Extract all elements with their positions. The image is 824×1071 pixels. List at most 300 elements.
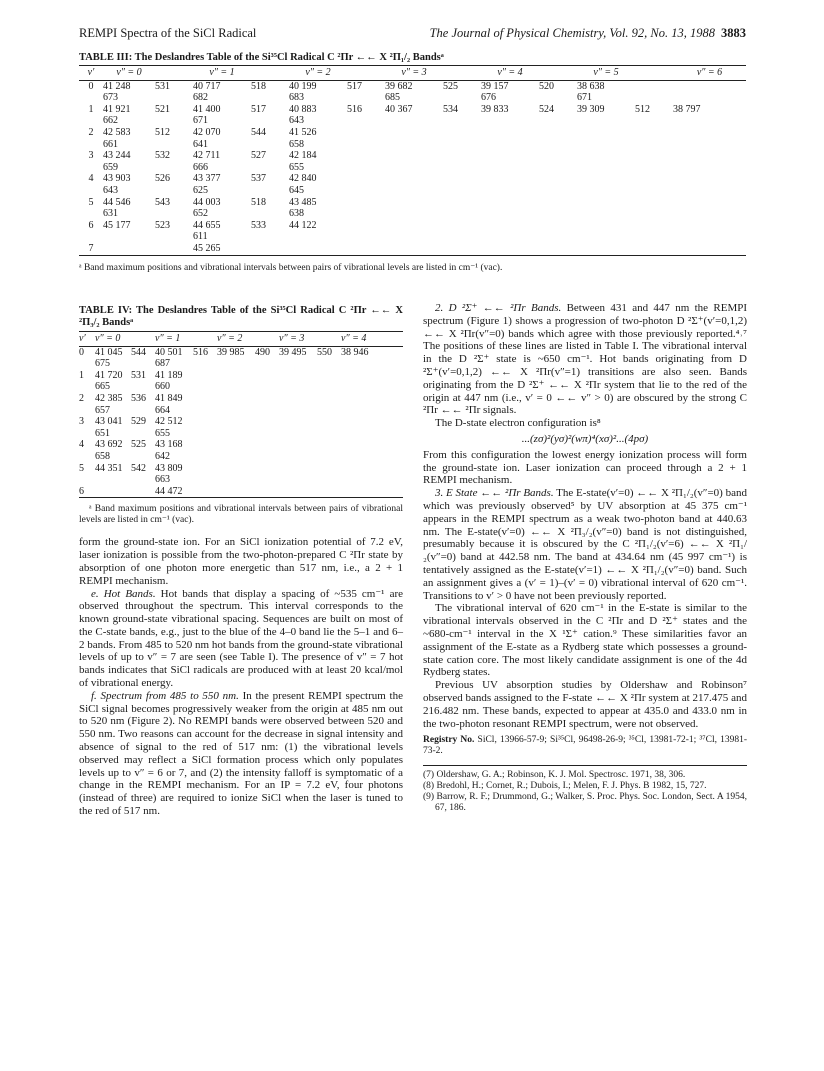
table3-cell: 40 199 bbox=[289, 80, 317, 92]
table3-cell bbox=[539, 197, 577, 209]
table4-cell: 43 809 bbox=[155, 462, 183, 474]
table4-cell bbox=[317, 439, 341, 451]
table4-cell bbox=[279, 381, 317, 393]
table3-cell bbox=[481, 231, 539, 243]
table3-cell bbox=[673, 127, 746, 139]
table3-header-cell: v″ = 0 bbox=[103, 66, 155, 81]
table3-cell bbox=[673, 185, 746, 197]
table3-cell bbox=[673, 220, 746, 232]
table3-cell: 517 bbox=[251, 103, 266, 115]
table3-cell bbox=[577, 208, 635, 220]
table3-cell bbox=[347, 197, 385, 209]
table3-cell bbox=[385, 139, 443, 151]
table3-cell: 532 bbox=[155, 150, 170, 162]
table4-cell: 43 692 bbox=[95, 439, 123, 451]
table4-footnote: ᵃ Band maximum positions and vibrational intervals between pairs of vibrational levels are listed in cm⁻¹ (vac). bbox=[79, 504, 403, 526]
table4-cell: 655 bbox=[155, 427, 170, 439]
table3-cell bbox=[481, 150, 539, 162]
table4-cell bbox=[341, 405, 403, 417]
table3-cell bbox=[155, 162, 193, 174]
table4-cell: 675 bbox=[95, 358, 110, 370]
table3-row bbox=[79, 139, 746, 151]
table3-cell: 43 485 bbox=[289, 196, 317, 208]
table4-cell bbox=[279, 463, 317, 475]
table4-header-cell: v″ = 2 bbox=[217, 332, 255, 347]
table3-cell bbox=[251, 92, 289, 104]
table4-cell: 1 bbox=[79, 369, 84, 381]
table4-cell: 544 bbox=[131, 346, 146, 358]
table3-cell bbox=[251, 243, 289, 255]
table3-cell: 638 bbox=[289, 208, 304, 220]
table3-cell: 42 070 bbox=[193, 126, 221, 138]
paragraph-d-state-after: From this configuration the lowest energy ionization process will form the ground-state ion. Laser ionization can proceed through a 2 + 1 REMPI mechanism. bbox=[423, 448, 747, 487]
table3-row bbox=[79, 231, 746, 243]
table3-cell: 43 903 bbox=[103, 173, 131, 185]
table3-header-cell bbox=[443, 66, 481, 81]
table3-cell bbox=[539, 231, 577, 243]
table4-cell: 43 168 bbox=[155, 439, 183, 451]
table3-row bbox=[79, 127, 746, 139]
table4-cell bbox=[131, 381, 155, 393]
table4-cell: 660 bbox=[155, 381, 170, 393]
table3-cell: 527 bbox=[251, 150, 266, 162]
table4-cell bbox=[341, 358, 403, 370]
table3-cell: 512 bbox=[155, 126, 170, 138]
table3-cell bbox=[577, 139, 635, 151]
table4-cell bbox=[279, 416, 317, 428]
table3-cell bbox=[79, 92, 103, 104]
table4 bbox=[79, 331, 403, 498]
table4-cell: 41 189 bbox=[155, 369, 183, 381]
table3-cell bbox=[481, 115, 539, 127]
table3-cell bbox=[251, 139, 289, 151]
table3-cell: 521 bbox=[155, 103, 170, 115]
table4-cell: 43 041 bbox=[95, 416, 123, 428]
table4-cell bbox=[341, 428, 403, 440]
table4-cell bbox=[255, 381, 279, 393]
table3-header-cell bbox=[635, 66, 673, 81]
table3-cell bbox=[443, 197, 481, 209]
table3-cell bbox=[539, 208, 577, 220]
table3 bbox=[79, 65, 746, 256]
table3-cell bbox=[103, 231, 155, 243]
table3-cell: 42 711 bbox=[193, 150, 221, 162]
table3-row bbox=[79, 162, 746, 174]
table3-cell bbox=[79, 139, 103, 151]
table3-cell bbox=[577, 115, 635, 127]
table4-cell bbox=[193, 393, 217, 405]
table3-cell bbox=[443, 185, 481, 197]
table3-cell: 42 583 bbox=[103, 126, 131, 138]
d-state-text: Between 431 and 447 nm the REMPI spectrum (Figure 1) shows a progression of two-photon D ²Σ⁺(v′=0,1,2) ←← X ²Πr(v″=0) bands which agree with those previously reported.⁴˒⁷ The positions of these lines are listed in Table I. The vibrational interval in the D ²Σ⁺ state is ~650 cm⁻¹. Hot bands originating from D ²Σ⁺(v′=0,1,2) ←← X ²Πr(v″=1) transitions are also seen. Bands originating from the D ²Σ⁺ ←← X ²Πr system that lie to the red of the origin at 447 nm (i.e., v′ = 0 ←← v″ > 0) are obscured by the strong C ²Πr ←← ²Πr signals. bbox=[423, 302, 748, 417]
table3-cell: 4 bbox=[88, 173, 94, 185]
table3-header-cell: v′ bbox=[79, 66, 103, 81]
table4-header-cell: v″ = 1 bbox=[155, 332, 193, 347]
table4-cell bbox=[317, 486, 341, 498]
registry-label: Registry No. bbox=[423, 735, 475, 746]
table3-cell bbox=[347, 115, 385, 127]
table3-cell bbox=[155, 92, 193, 104]
table3-cell bbox=[443, 220, 481, 232]
table3-cell: 682 bbox=[193, 92, 208, 104]
table3-cell: 661 bbox=[103, 138, 118, 150]
table4-cell bbox=[279, 451, 317, 463]
table4-header-cell bbox=[317, 332, 341, 347]
table4-cell bbox=[193, 486, 217, 498]
table3-cell: 44 122 bbox=[289, 219, 317, 231]
table3-header-cell: v″ = 4 bbox=[481, 66, 539, 81]
table3-cell bbox=[443, 150, 481, 162]
table4-cell bbox=[217, 451, 255, 463]
table3-cell bbox=[635, 80, 673, 92]
table3-cell bbox=[443, 139, 481, 151]
table4-row bbox=[79, 393, 403, 405]
table3-cell bbox=[385, 162, 443, 174]
table3-cell bbox=[443, 208, 481, 220]
table3-cell bbox=[443, 231, 481, 243]
table3-cell bbox=[155, 139, 193, 151]
table4-cell bbox=[279, 486, 317, 498]
table3-cell: 533 bbox=[251, 219, 266, 231]
table4-cell bbox=[193, 451, 217, 463]
table3-cell: 42 840 bbox=[289, 173, 317, 185]
table3-cell: 43 377 bbox=[193, 173, 221, 185]
table3-cell bbox=[577, 231, 635, 243]
table4-cell: 42 512 bbox=[155, 416, 183, 428]
registry-text: SiCl, 13966-57-9; Si³⁵Cl, 96498-26-9; ³⁵Cl, 13981-72-1; ³⁷Cl, 13981-73-2. bbox=[423, 735, 748, 757]
table3-cell bbox=[251, 231, 289, 243]
table3-cell bbox=[347, 139, 385, 151]
table4-header-cell bbox=[255, 332, 279, 347]
section-heading-hot-bands: e. Hot Bands. bbox=[91, 587, 156, 600]
table4-cell: 663 bbox=[155, 474, 170, 486]
table4-cell bbox=[217, 486, 255, 498]
table4-cell bbox=[193, 416, 217, 428]
table3-cell bbox=[347, 243, 385, 255]
table3-cell: 524 bbox=[539, 103, 554, 115]
table4-cell bbox=[341, 486, 403, 498]
table3-cell bbox=[673, 173, 746, 185]
table3-cell: 38 638 bbox=[577, 80, 605, 92]
table4-row bbox=[79, 381, 403, 393]
table4-cell: 41 849 bbox=[155, 392, 183, 404]
table4-cell bbox=[255, 451, 279, 463]
table4-cell bbox=[255, 486, 279, 498]
reference-item: (8) Bredohl, H.; Cornet, R.; Dubois, I.; Melen, F. J. Phys. B 1982, 15, 727. bbox=[423, 781, 707, 792]
table4-cell: 525 bbox=[131, 439, 146, 451]
table3-cell bbox=[79, 115, 103, 127]
table4-cell bbox=[217, 416, 255, 428]
table3-cell: 38 797 bbox=[673, 103, 701, 115]
table4-row bbox=[79, 358, 403, 370]
table3-cell: 44 655 bbox=[193, 219, 221, 231]
table4-cell bbox=[279, 439, 317, 451]
table4-cell bbox=[217, 474, 255, 486]
table4-cell: 38 946 bbox=[341, 346, 369, 358]
table3-cell bbox=[635, 139, 673, 151]
table4-cell bbox=[131, 358, 155, 370]
table3-cell: 1 bbox=[88, 103, 94, 115]
table4-cell bbox=[131, 428, 155, 440]
table4-cell bbox=[79, 381, 95, 393]
table3-cell: 5 bbox=[88, 196, 94, 208]
table3-cell bbox=[385, 208, 443, 220]
table4-cell bbox=[317, 358, 341, 370]
table3-cell bbox=[673, 208, 746, 220]
table3-cell bbox=[347, 231, 385, 243]
table3-cell bbox=[481, 220, 539, 232]
table3-cell: 45 265 bbox=[193, 243, 251, 255]
left-column bbox=[79, 305, 403, 818]
table4-cell bbox=[193, 381, 217, 393]
table3-header-cell: v″ = 3 bbox=[385, 66, 443, 81]
table3-cell: 643 bbox=[103, 184, 118, 196]
table3-cell: 520 bbox=[539, 80, 554, 92]
references bbox=[423, 765, 747, 814]
table4-cell: 39 985 bbox=[217, 346, 245, 358]
table3-cell bbox=[347, 173, 385, 185]
table4-header-cell: v″ = 4 bbox=[341, 332, 403, 347]
table3-cell bbox=[635, 231, 673, 243]
table3-header-cell bbox=[539, 66, 577, 81]
table3-cell: 543 bbox=[155, 196, 170, 208]
table3-cell bbox=[385, 231, 443, 243]
table3-cell bbox=[443, 162, 481, 174]
table3-cell bbox=[635, 185, 673, 197]
table4-cell: 658 bbox=[95, 450, 110, 462]
table3-row bbox=[79, 173, 746, 185]
paragraph-hot-bands bbox=[79, 588, 403, 690]
table4-cell bbox=[317, 463, 341, 475]
table3-cell: 42 184 bbox=[289, 150, 317, 162]
table4-cell bbox=[279, 370, 317, 382]
table3-cell bbox=[635, 115, 673, 127]
table3-cell bbox=[673, 197, 746, 209]
table3-cell: 40 717 bbox=[193, 80, 221, 92]
table4-cell: 44 472 bbox=[155, 486, 193, 498]
table3-cell bbox=[385, 127, 443, 139]
paragraph-e-state bbox=[423, 487, 747, 602]
table3-cell bbox=[347, 150, 385, 162]
table4-cell bbox=[255, 474, 279, 486]
table4-cell: 3 bbox=[79, 416, 84, 428]
table4-cell: 0 bbox=[79, 346, 84, 358]
table3-cell: 526 bbox=[155, 173, 170, 185]
table3-cell bbox=[577, 150, 635, 162]
table3-cell bbox=[577, 220, 635, 232]
table4-cell bbox=[193, 439, 217, 451]
table3-cell bbox=[539, 243, 577, 255]
table3-cell bbox=[481, 139, 539, 151]
table3-cell bbox=[79, 185, 103, 197]
table3-cell: 41 248 bbox=[103, 80, 131, 92]
table4-cell bbox=[279, 358, 317, 370]
table3-cell bbox=[251, 162, 289, 174]
table3-cell: 537 bbox=[251, 173, 266, 185]
table3-cell: 41 400 bbox=[193, 103, 221, 115]
table3-cell bbox=[481, 208, 539, 220]
table3-cell: 531 bbox=[155, 80, 170, 92]
table3-row bbox=[79, 92, 746, 104]
hot-bands-text: Hot bands that display a spacing of ~535 cm⁻¹ are observed throughout the spectrum. This interval corresponds to the known ground-state vibrational spacing. Sequences are built on most of the C-state bands, e.g., just to the blue of the 4–0 band lie the 5–1 and 6–2 bands. From 485 to 520 nm hot bands from the ground-state vibrational levels of up to v″ = 7 are seen (see Table I). The presence of v″ = 7 hot bands indicates that SiCl radicals are produced with at least 20 kcal/mol of vibrational energy. bbox=[79, 587, 403, 690]
table3-cell: 44 546 bbox=[103, 196, 131, 208]
table4-cell bbox=[193, 405, 217, 417]
table3-cell: 611 bbox=[193, 231, 208, 243]
table3-cell bbox=[385, 173, 443, 185]
table3-cell bbox=[481, 127, 539, 139]
table3-cell: 2 bbox=[88, 126, 94, 138]
paragraph-ionization: form the ground-state ion. For an SiCl ionization potential of 7.2 eV, laser ionization is possible from the two-photon-prepared C ²Πr state by absorption of one photon more energetic than 517 nm, i.e., a 2 + 1 REMPI mechanism. bbox=[79, 536, 403, 587]
table4-row bbox=[79, 428, 403, 440]
table3-cell: 512 bbox=[635, 103, 650, 115]
table4-row bbox=[79, 439, 403, 451]
table3-cell: 40 367 bbox=[385, 103, 413, 115]
table3-cell bbox=[539, 115, 577, 127]
table3-cell: 641 bbox=[193, 138, 208, 150]
paragraph-d-state bbox=[423, 302, 747, 417]
table3-cell: 7 bbox=[79, 243, 103, 255]
table3-cell bbox=[481, 243, 539, 255]
table4-cell bbox=[341, 381, 403, 393]
table4-cell bbox=[217, 358, 255, 370]
d-config-intro: The D-state electron configuration is⁸ bbox=[435, 417, 601, 430]
table4-row bbox=[79, 405, 403, 417]
table4-cell: 2 bbox=[79, 392, 84, 404]
table3-cell: 518 bbox=[251, 80, 266, 92]
table4-cell: 550 bbox=[317, 346, 332, 358]
table3-cell: 0 bbox=[88, 80, 94, 92]
table3-header-cell: v″ = 5 bbox=[577, 66, 635, 81]
table3-cell bbox=[289, 243, 347, 255]
table3-header-cell: v″ = 6 bbox=[673, 66, 746, 81]
table3-cell bbox=[635, 197, 673, 209]
table3-cell bbox=[635, 92, 673, 104]
table3-cell: 625 bbox=[193, 184, 208, 196]
table4-cell bbox=[193, 428, 217, 440]
table3-cell bbox=[673, 150, 746, 162]
table3-cell: 525 bbox=[443, 80, 458, 92]
table3-cell bbox=[539, 173, 577, 185]
table4-cell bbox=[255, 393, 279, 405]
table3-cell bbox=[385, 185, 443, 197]
table3-cell bbox=[443, 127, 481, 139]
table4-cell bbox=[217, 381, 255, 393]
table3-footnote: ᵃ Band maximum positions and vibrational intervals between pairs of vibrational levels are listed in cm⁻¹ (vac). bbox=[79, 263, 503, 273]
table3-row bbox=[79, 243, 746, 255]
table3-cell: 39 682 bbox=[385, 80, 413, 92]
table4-cell bbox=[217, 463, 255, 475]
table4-cell: 490 bbox=[255, 346, 270, 358]
table4-cell: 531 bbox=[131, 369, 146, 381]
table3-cell bbox=[155, 208, 193, 220]
table4-cell: 687 bbox=[155, 358, 170, 370]
table3-cell bbox=[539, 220, 577, 232]
table4-cell bbox=[279, 393, 317, 405]
table4-cell: 42 385 bbox=[95, 392, 123, 404]
table3-cell bbox=[673, 162, 746, 174]
table4-cell: 536 bbox=[131, 392, 146, 404]
table3-cell bbox=[635, 208, 673, 220]
table4-cell bbox=[131, 405, 155, 417]
spectrum-text: In the present REMPI spectrum the SiCl signal becomes progressively weaker from the origin at 485 nm out to 520 nm (Figure 2). No REMPI bands were observed between 520 and 550 nm. Two reasons can account for the decrease in signal intensity and absence of signal to the red of 517 nm: (1) the vibrational levels observed may reflect a SiCl formation process which only populates levels up to v″ = 6 or 7, and (2) the intensity falloff is symptomatic of a change in the REMPI mechanism. For an IP = 7.2 eV, four photons (instead of three) are required to ionize SiCl when the laser is tuned to the red of 517 nm. bbox=[79, 689, 403, 818]
table3-header-cell bbox=[251, 66, 289, 81]
table4-header-cell bbox=[131, 332, 155, 347]
table3-cell bbox=[79, 208, 103, 220]
table3-cell: 631 bbox=[103, 208, 118, 220]
table4-row bbox=[79, 451, 403, 463]
table3-cell: 516 bbox=[347, 103, 362, 115]
table3-cell bbox=[385, 150, 443, 162]
table3-cell bbox=[539, 139, 577, 151]
table3-cell bbox=[443, 92, 481, 104]
table3-cell bbox=[673, 231, 746, 243]
table4-cell: 4 bbox=[79, 439, 84, 451]
table4-cell bbox=[255, 416, 279, 428]
table4-header-cell: v″ = 3 bbox=[279, 332, 317, 347]
table4-cell bbox=[79, 405, 95, 417]
table3-row bbox=[79, 150, 746, 162]
table4-cell bbox=[255, 439, 279, 451]
table3-cell bbox=[347, 162, 385, 174]
paragraph-uv-absorption: Previous UV absorption studies by Oldershaw and Robinson⁷ observed bands assigned to the F-state ←← X ²Πr system at 217.475 and 216.482 nm. These bands, expected to appear at 435.0 and 433.0 nm in the two-photon resonant REMPI spectrum, were not observed. bbox=[423, 679, 747, 730]
table4-cell: 529 bbox=[131, 416, 146, 428]
table4-cell: 665 bbox=[95, 381, 110, 393]
table3-cell: 685 bbox=[385, 92, 400, 104]
table4-row bbox=[79, 370, 403, 382]
table3-cell bbox=[481, 162, 539, 174]
table4-cell bbox=[341, 451, 403, 463]
table3-row bbox=[79, 208, 746, 220]
table3-header-cell: v″ = 1 bbox=[193, 66, 251, 81]
table4-cell bbox=[255, 463, 279, 475]
table3-cell bbox=[251, 185, 289, 197]
table3-cell bbox=[577, 173, 635, 185]
table4-cell bbox=[317, 370, 341, 382]
table3-cell: 45 177 bbox=[103, 219, 131, 231]
table3-cell: 662 bbox=[103, 115, 118, 127]
table4-cell bbox=[193, 370, 217, 382]
table3-cell bbox=[539, 92, 577, 104]
table3-cell: 39 309 bbox=[577, 103, 605, 115]
table3-cell bbox=[79, 231, 103, 243]
table4-cell bbox=[279, 428, 317, 440]
table4-header-cell: v″ = 0 bbox=[95, 332, 131, 347]
table4-cell bbox=[317, 451, 341, 463]
table3-cell: 643 bbox=[289, 115, 304, 127]
table3-cell bbox=[481, 185, 539, 197]
table4-cell: 40 501 bbox=[155, 346, 183, 358]
table4-cell bbox=[79, 451, 95, 463]
table3-cell: 666 bbox=[193, 161, 208, 173]
table4-cell bbox=[341, 393, 403, 405]
table4-cell bbox=[317, 428, 341, 440]
table3-cell: 671 bbox=[193, 115, 208, 127]
table4-cell bbox=[131, 486, 155, 498]
table3-cell: 523 bbox=[155, 219, 170, 231]
table3-cell bbox=[251, 115, 289, 127]
table3-cell bbox=[673, 243, 746, 255]
running-head bbox=[79, 26, 746, 42]
table3-cell: 655 bbox=[289, 161, 304, 173]
table4-cell bbox=[255, 428, 279, 440]
table3-cell bbox=[539, 185, 577, 197]
table3-cell: 41 526 bbox=[289, 126, 317, 138]
section-heading-d-state: 2. D ²Σ⁺ ←← ²Πr Bands. bbox=[435, 302, 562, 314]
table4-cell: 664 bbox=[155, 404, 170, 416]
table3-cell: 41 921 bbox=[103, 103, 131, 115]
table4-cell bbox=[95, 486, 131, 498]
table4-cell bbox=[341, 439, 403, 451]
